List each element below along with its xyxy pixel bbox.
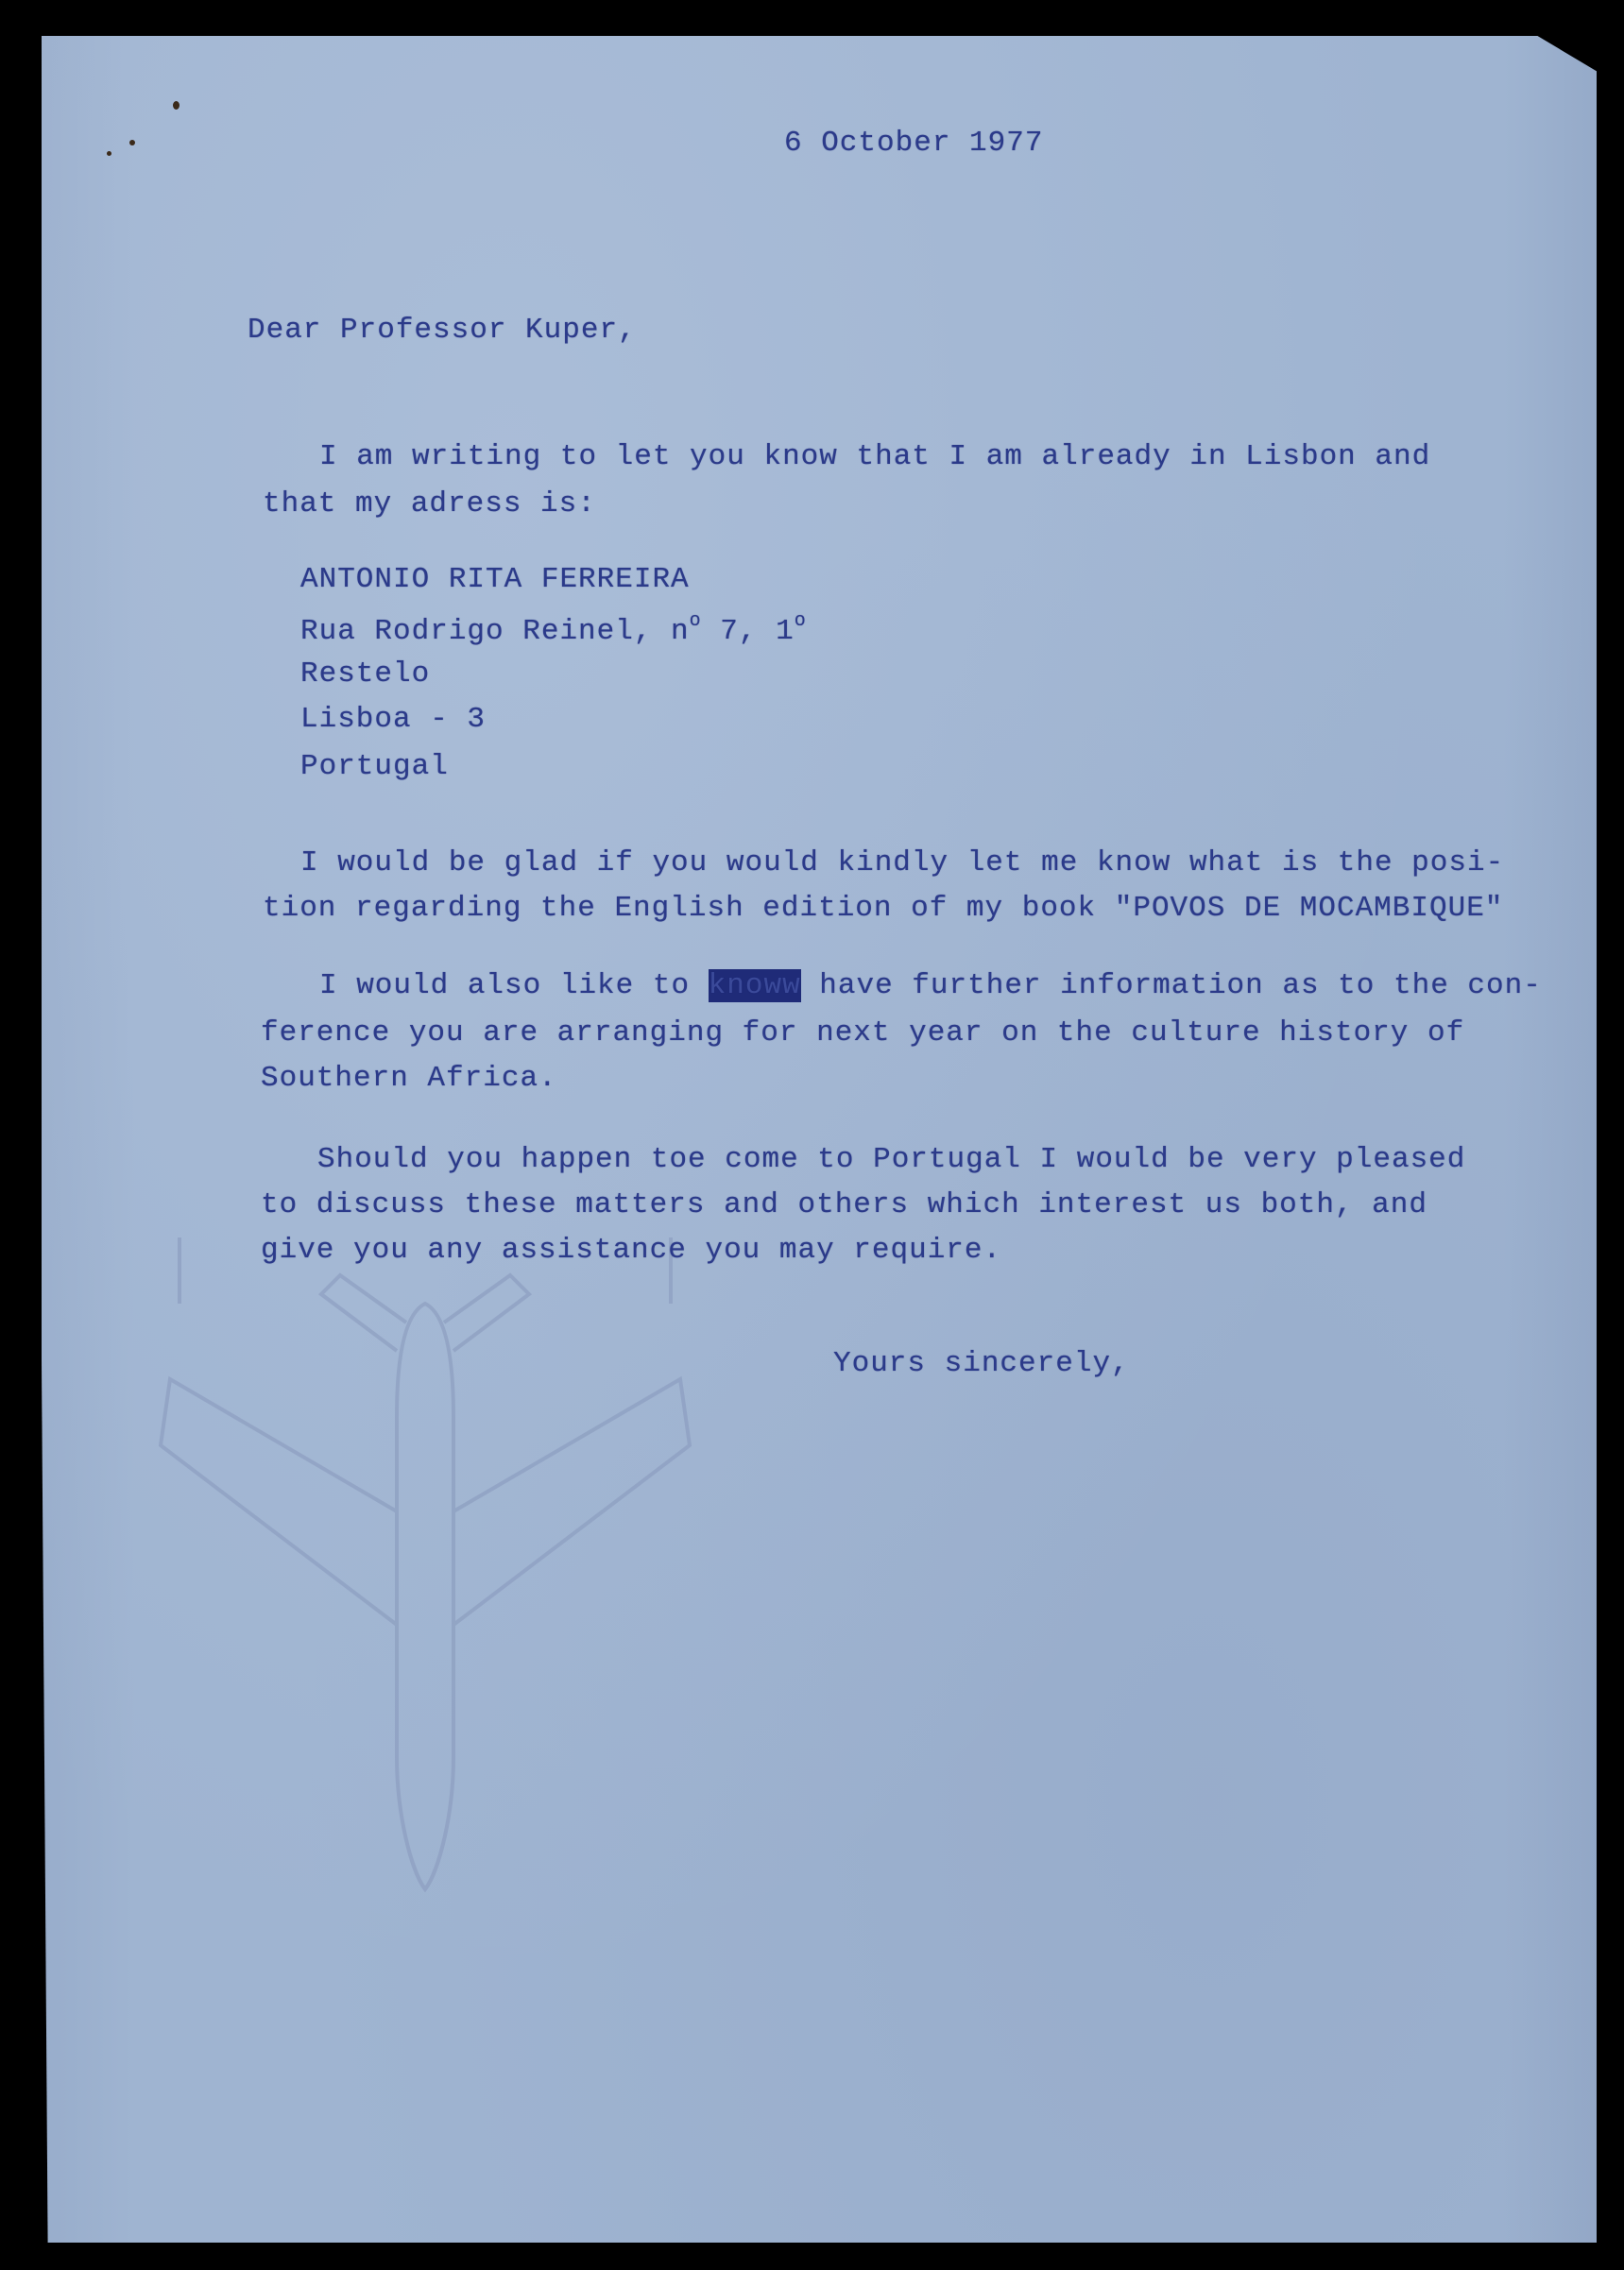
closing: Yours sincerely,	[833, 1347, 1130, 1380]
address-country: Portugal	[300, 750, 449, 783]
paragraph-1-line-2: that my adress is:	[263, 487, 596, 521]
letter-date: 6 October 1977	[784, 127, 1044, 160]
address-street-number: 7, 1	[701, 615, 795, 648]
paragraph-3-line-3: Southern Africa.	[261, 1062, 557, 1095]
salutation: Dear Professor Kuper,	[248, 314, 637, 347]
struck-out-word: knoww	[708, 969, 801, 1002]
airplane-watermark	[142, 1228, 709, 1908]
ink-speck	[107, 151, 111, 156]
paragraph-4-line-2: to discuss these matters and others which interest us both, and	[261, 1188, 1427, 1221]
address-street-text: Rua Rodrigo Reinel, n	[300, 615, 690, 648]
paragraph-4-line-3: give you any assistance you may require.	[261, 1234, 1002, 1267]
ink-speck	[129, 140, 135, 145]
paragraph-1-line-1: I am writing to let you know that I am already in Lisbon and	[319, 440, 1431, 473]
paragraph-3-line-2: ference you are arranging for next year on the culture history of	[261, 1016, 1465, 1050]
paragraph-3-text-a: I would also like to	[319, 969, 709, 1002]
letter-sheet	[42, 36, 1597, 2243]
paragraph-2-line-2: tion regarding the English edition of my book "POVOS DE MOCAMBIQUE"	[263, 892, 1504, 925]
address-district: Restelo	[300, 657, 431, 691]
address-name: ANTONIO RITA FERREIRA	[300, 563, 690, 596]
paragraph-2-line-1: I would be glad if you would kindly let me know what is the posi-	[300, 846, 1505, 879]
address-city: Lisboa - 3	[300, 703, 487, 736]
degree-mark: o	[689, 610, 702, 632]
paragraph-3-text-b: have further information as to the con-	[800, 969, 1542, 1002]
paragraph-3-line-1	[319, 969, 1542, 1002]
ink-speck	[173, 101, 179, 110]
paragraph-4-line-1: Should you happen toe come to Portugal I would be very pleased	[317, 1143, 1466, 1176]
degree-mark: o	[794, 610, 807, 632]
address-street	[300, 610, 807, 648]
